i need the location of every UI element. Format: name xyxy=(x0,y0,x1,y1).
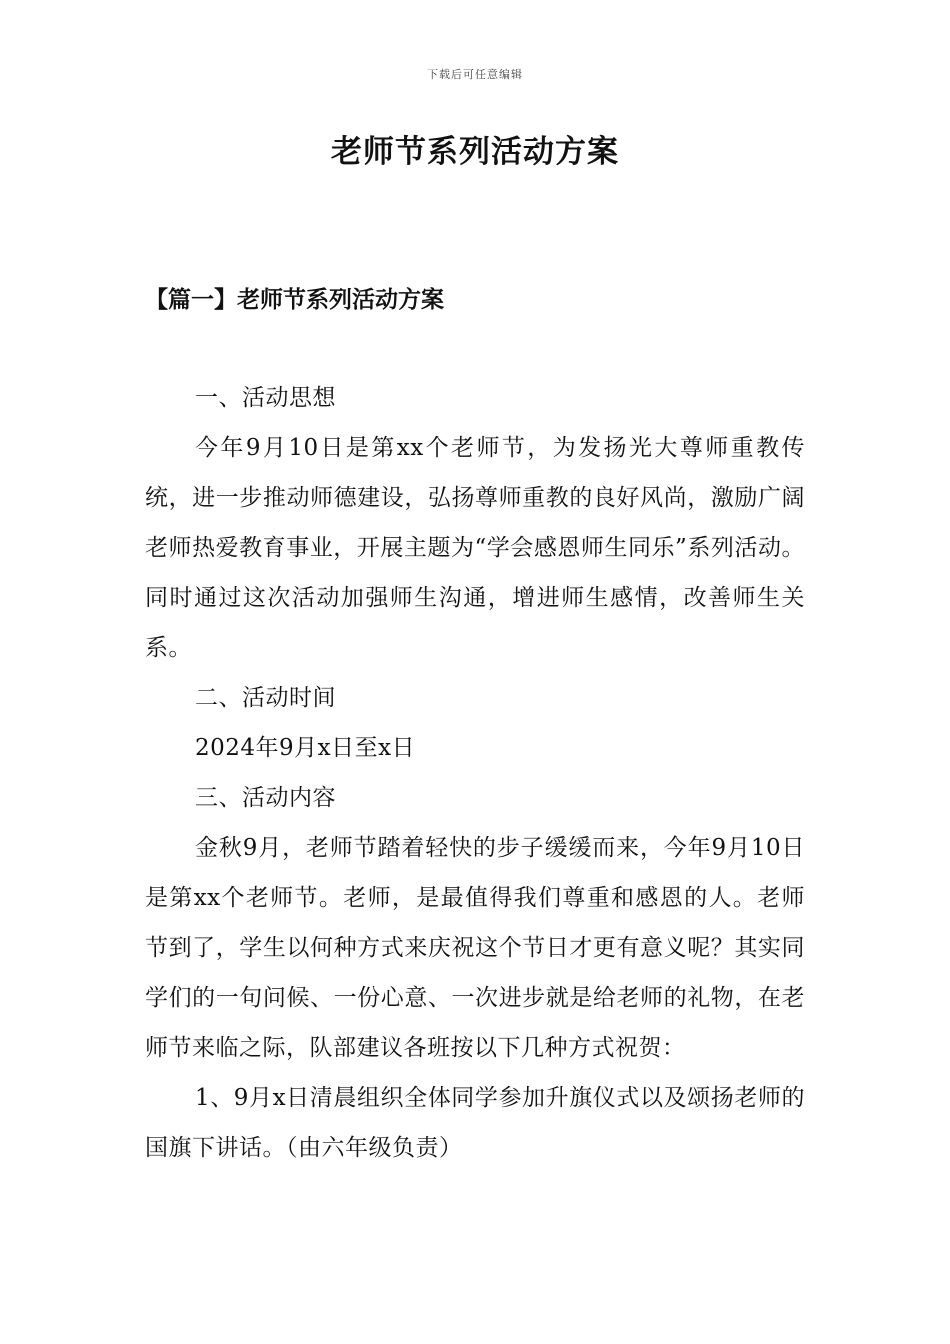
paragraph-activity-time: 2024年9月x日至x日 xyxy=(195,735,416,761)
header-note: 下载后可任意编辑 xyxy=(427,68,523,81)
heading-activity-content: 三、活动内容 xyxy=(195,785,336,811)
paragraph-item-1: 1、9月x日清晨组织全体同学参加升旗仪式以及颂扬老师的国旗下讲话。（由六年级负责） xyxy=(145,1085,805,1161)
section-heading: 【篇一】老师节系列活动方案 xyxy=(145,286,444,313)
paragraph-activity-content: 金秋9月，老师节踏着轻快的步子缓缓而来，今年9月10日是第xx个老师节。老师，是最值得我们尊重和感恩的人。老师节到了，学生以何种方式来庆祝这个节日才更有意义呢？其实同学们的一句问候、一份心意、一次进步就是给老师的礼物，在老师节来临之际，队部建议各班按以下几种方式祝贺： xyxy=(145,835,805,1061)
heading-activity-idea: 一、活动思想 xyxy=(195,385,336,411)
document-title: 老师节系列活动方案 xyxy=(331,134,619,170)
heading-activity-time: 二、活动时间 xyxy=(195,685,336,711)
document-body xyxy=(145,373,805,1173)
paragraph-activity-idea: 今年9月10日是第xx个老师节，为发扬光大尊师重教传统，进一步推动师德建设，弘扬尊师重教的良好风尚，激励广阔老师热爱教育事业，开展主题为“学会感恩师生同乐”系列活动。同时通过这次活动加强师生沟通，增进师生感情，改善师生关系。 xyxy=(145,435,805,661)
